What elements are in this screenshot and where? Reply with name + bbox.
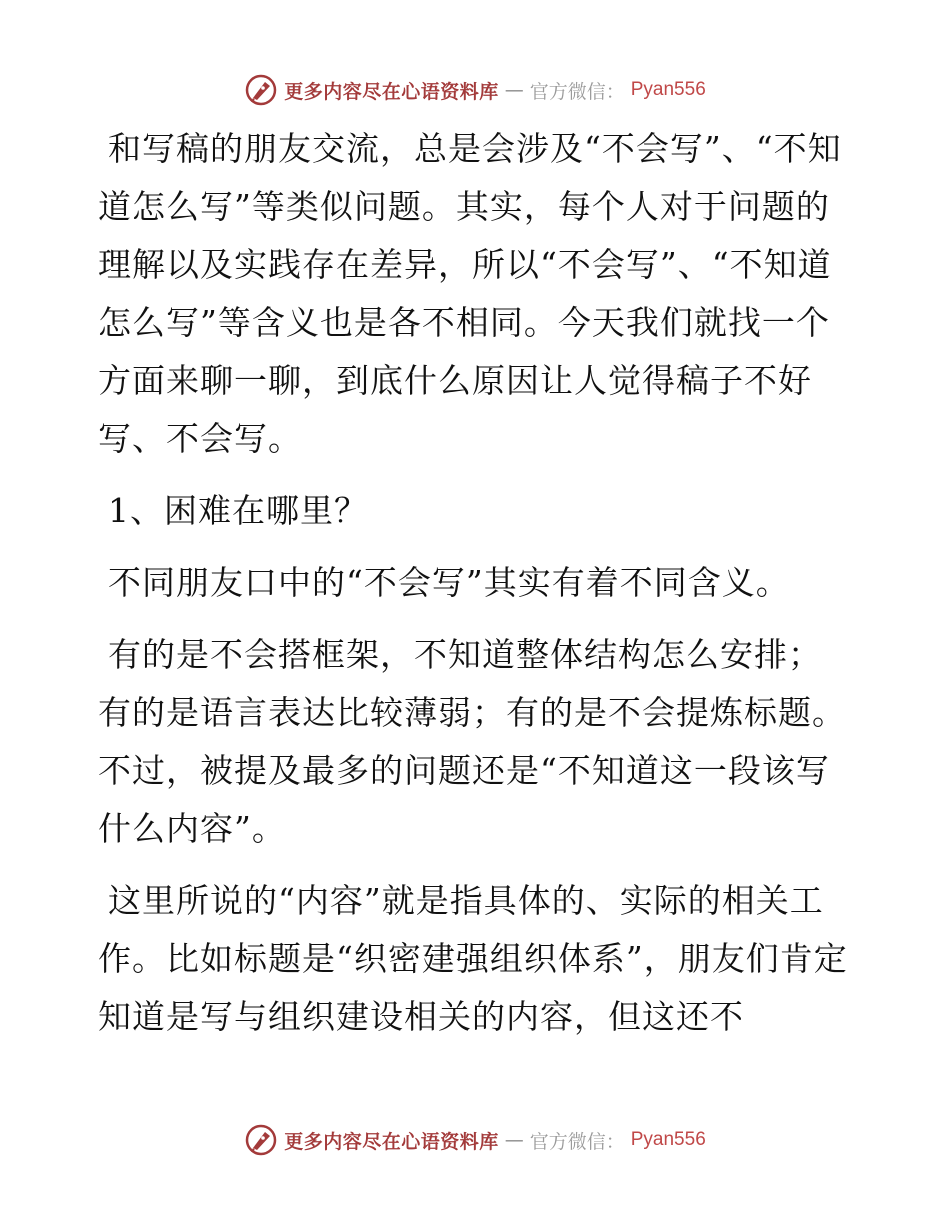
watermark-brand-text: 更多内容尽在心语资料库 (284, 1130, 499, 1153)
watermark-contact-label: 官方微信： (529, 80, 625, 103)
pen-nib-logo-icon (244, 1123, 278, 1157)
watermark-contact-id: Pyan556 (630, 1129, 706, 1150)
section-heading: 1、困难在哪里？ (108, 491, 368, 530)
paragraph-meaning: 不同朋友口中的“不会写”其实有着不同含义。 (108, 563, 790, 602)
paragraph-content: 这里所说的“内容”就是指具体的、实际的相关工作。比如标题是“织密建强组织体系”，朋友们肯定知道是写与组织建设相关的内容，但这还不 (98, 881, 848, 1036)
paragraph-problems: 有的是不会搭框架，不知道整体结构怎么安排；有的是语言表达比较薄弱；有的是不会提炼标题。不过，被提及最多的问题还是“不知道这一段该写什么内容”。 (98, 635, 846, 848)
pen-nib-logo-icon (244, 73, 278, 107)
paragraph-intro: 和写稿的朋友交流，总是会涉及“不会写”、“不知道怎么写”等类似问题。其实，每个人对于问题的理解以及实践存在差异，所以“不会写”、“不知道怎么写”等含义也是各不相同。今天我们就找一个方面来聊一聊，到底什么原因让人觉得稿子不好写、不会写。 (98, 129, 842, 458)
watermark-brand-text: 更多内容尽在心语资料库 (284, 80, 499, 103)
document-body (98, 120, 850, 1060)
watermark-dash: — (504, 79, 524, 101)
watermark-dash: — (504, 1129, 524, 1151)
header-watermark (0, 70, 950, 110)
watermark-contact-label: 官方微信： (529, 1130, 625, 1153)
watermark-contact-id: Pyan556 (630, 79, 706, 100)
footer-watermark (0, 1120, 950, 1160)
